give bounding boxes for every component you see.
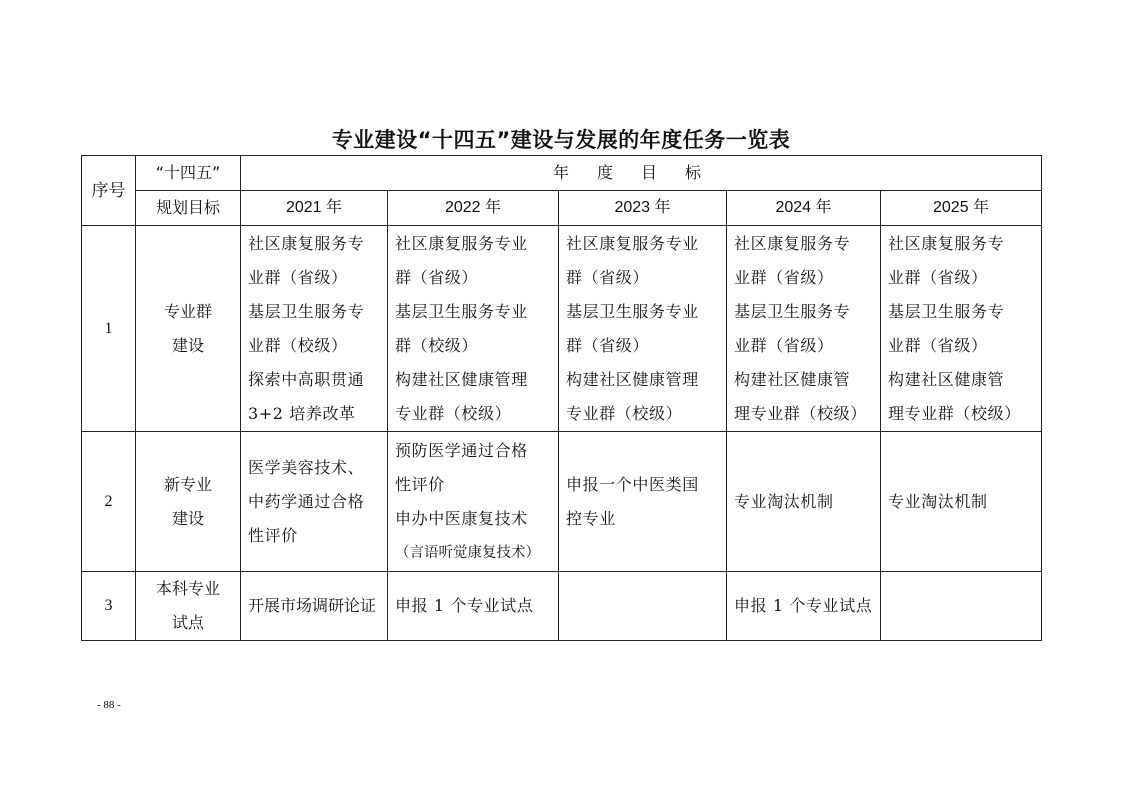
task-cell-2025	[881, 432, 1042, 572]
task-line: 业群（省级）	[248, 267, 348, 287]
task-line: 群（校级）	[395, 335, 479, 355]
task-cell-2022	[388, 432, 559, 572]
header-annual-goal: 年度目标	[241, 156, 1042, 191]
task-line: （言语听觉康复技术）	[395, 544, 540, 561]
task-line: 性评价	[248, 525, 298, 545]
header-seq: 序号	[82, 156, 136, 226]
task-line: 基层卫生服务专	[248, 301, 365, 321]
task-line: 申报 1 个专业试点	[395, 596, 534, 615]
row-goal	[136, 432, 241, 572]
page-title: 专业建设“十四五”建设与发展的年度任务一览表	[331, 128, 791, 152]
task-line: 预防医学通过合格	[395, 440, 528, 460]
task-line: 社区康复服务专业	[395, 233, 528, 253]
task-cell-2025	[881, 572, 1042, 641]
task-line: 业群（省级）	[888, 335, 988, 355]
task-cell-2024	[727, 432, 881, 572]
header-row-2	[82, 191, 1042, 226]
header-goal-line2: 规划目标	[136, 191, 241, 226]
header-year-2024: 2024 年	[727, 191, 881, 226]
task-line: 开展市场调研论证	[248, 596, 377, 615]
table-row	[82, 432, 1042, 572]
task-line: 业群（省级）	[734, 267, 834, 287]
task-line: 理专业群（校级）	[888, 403, 1021, 423]
task-line: 业群（省级）	[888, 267, 988, 287]
task-cell-2024	[727, 572, 881, 641]
task-line: 社区康复服务专	[248, 233, 365, 253]
task-line: 构建社区健康管理	[566, 369, 699, 389]
task-line: 中药学通过合格	[248, 491, 365, 511]
task-cell-2023	[559, 572, 727, 641]
task-cell-2022	[388, 226, 559, 432]
task-cell-2023	[559, 226, 727, 432]
table-row	[82, 572, 1042, 641]
task-line: 社区康复服务专	[888, 233, 1005, 253]
goal-line: 专业群	[163, 301, 212, 321]
task-line: 群（省级）	[566, 335, 650, 355]
row-number: 2	[82, 432, 136, 572]
task-line: 构建社区健康管	[734, 369, 851, 389]
task-cell-2023	[559, 432, 727, 572]
task-cell-2025	[881, 226, 1042, 432]
goal-line: 新专业	[163, 474, 212, 494]
task-line: 社区康复服务专业	[566, 233, 699, 253]
table-row	[82, 226, 1042, 432]
annual-task-table	[81, 155, 1042, 641]
goal-line: 本科专业	[155, 579, 220, 598]
task-line: 社区康复服务专	[734, 233, 851, 253]
header-year-2022: 2022 年	[388, 191, 559, 226]
task-line: 业群（省级）	[734, 335, 834, 355]
header-goal-line1: “十四五”	[136, 156, 241, 191]
task-line: 医学美容技术、	[248, 457, 365, 477]
task-line: 申报 1 个专业试点	[734, 596, 873, 615]
task-line: 基层卫生服务专业	[566, 301, 699, 321]
task-cell-2024	[727, 226, 881, 432]
task-line: 控专业	[566, 508, 616, 528]
task-cell-2021	[241, 572, 388, 641]
row-goal	[136, 226, 241, 432]
task-line: 专业群（校级）	[395, 403, 512, 423]
goal-line: 建设	[171, 508, 204, 528]
task-line: 构建社区健康管理	[395, 369, 528, 389]
task-line: 群（省级）	[395, 267, 479, 287]
task-cell-2021	[241, 226, 388, 432]
task-line: 基层卫生服务专	[734, 301, 851, 321]
task-line: 群（省级）	[566, 267, 650, 287]
task-line: 专业群（校级）	[566, 403, 683, 423]
header-year-2021: 2021 年	[241, 191, 388, 226]
task-line: 3+2 培养改革	[248, 403, 356, 423]
task-line: 申报一个中医类国	[566, 474, 699, 494]
header-year-2023: 2023 年	[559, 191, 727, 226]
task-line: 探索中高职贯通	[248, 369, 365, 389]
row-number: 1	[82, 226, 136, 432]
task-cell-2021	[241, 432, 388, 572]
task-line: 构建社区健康管	[888, 369, 1005, 389]
task-line: 性评价	[395, 474, 445, 494]
task-line: 基层卫生服务专业	[395, 301, 528, 321]
task-line: 专业淘汰机制	[734, 491, 834, 511]
task-line: 理专业群（校级）	[734, 403, 867, 423]
header-year-2025: 2025 年	[881, 191, 1042, 226]
goal-line: 试点	[171, 613, 204, 632]
page-number: - 88 -	[97, 699, 121, 711]
goal-line: 建设	[171, 335, 204, 355]
row-goal	[136, 572, 241, 641]
task-line: 业群（校级）	[248, 335, 348, 355]
task-line: 专业淘汰机制	[888, 491, 988, 511]
task-line: 基层卫生服务专	[888, 301, 1005, 321]
row-number: 3	[82, 572, 136, 641]
header-row-1	[82, 156, 1042, 191]
task-line: 申办中医康复技术	[395, 508, 528, 528]
task-cell-2022	[388, 572, 559, 641]
